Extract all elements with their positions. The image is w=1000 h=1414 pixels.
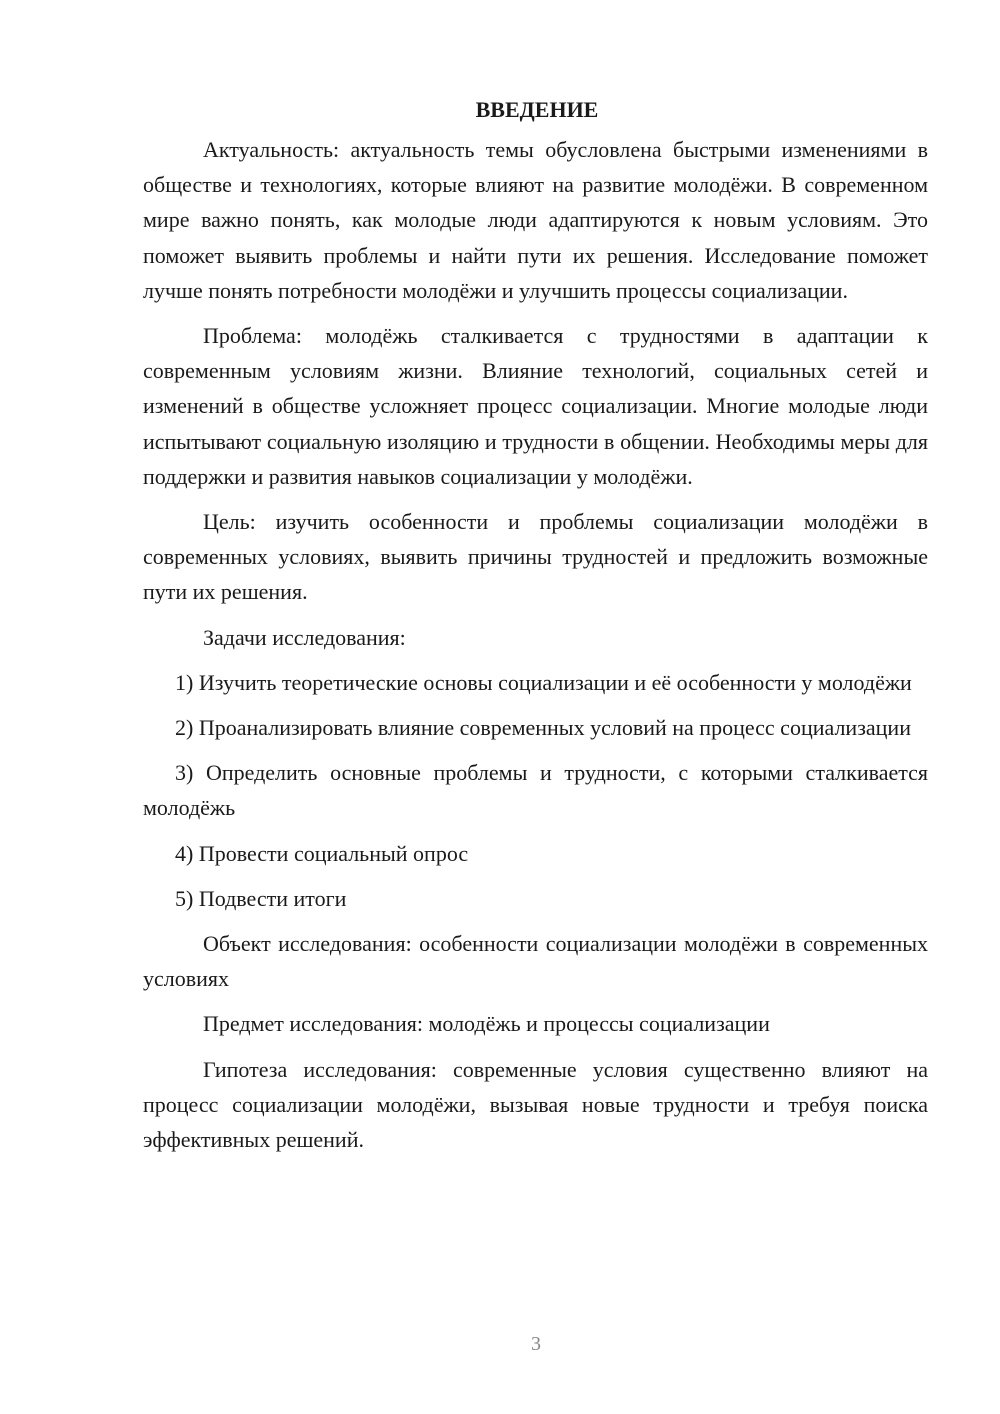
page-number: 3 [531, 1333, 541, 1355]
list-item-task-2: 2) Проанализировать влияние современных условий на процесс социализации [175, 715, 911, 741]
paragraph-relevance: Актуальность: актуальность темы обусловлена быстрыми изменениями в обществе и технологиях, которые влияют на развитие молодёжи. В современном мире важно понять, как молодые люди адаптируются к новым условиям. Это поможет выявить проблемы и найти пути их решения. Исследование поможет лучше понять потребности молодёжи и улучшить процессы социализации. [143, 137, 928, 303]
paragraph-problem: Проблема: молодёжь сталкивается с трудностями в адаптации к современным условиям жизни. Влияние технологий, социальных сетей и изменений в обществе усложняет процесс социализации. Многие молодые люди испытывают социальную изоляцию и трудности в общении. Необходимы меры для поддержки и развития навыков социализации у молодёжи. [143, 323, 928, 489]
page-title: ВВЕДЕНИЕ [475, 97, 599, 122]
paragraph-goal: Цель: изучить особенности и проблемы социализации молодёжи в современных условиях, выявить причины трудностей и предложить возможные пути их решения. [143, 509, 928, 605]
paragraph-subject: Предмет исследования: молодёжь и процессы социализации [203, 1011, 770, 1037]
paragraph-object: Объект исследования: особенности социализации молодёжи в современных условиях [143, 931, 928, 992]
list-item-task-4: 4) Провести социальный опрос [175, 840, 469, 866]
list-item-task-1: 1) Изучить теоретические основы социализации и её особенности у молодёжи [175, 669, 912, 695]
list-item-task-5: 5) Подвести итоги [175, 885, 347, 911]
paragraph-tasks-heading: Задачи исследования: [203, 624, 406, 650]
list-item-task-3: 3) Определить основные проблемы и трудности, с которыми сталкивается молодёжь [143, 760, 928, 821]
paragraph-hypothesis: Гипотеза исследования: современные условия существенно влияют на процесс социализации молодёжи, вызывая новые трудности и требуя поиска эффективных решений. [143, 1056, 928, 1153]
document-page [143, 92, 928, 1157]
